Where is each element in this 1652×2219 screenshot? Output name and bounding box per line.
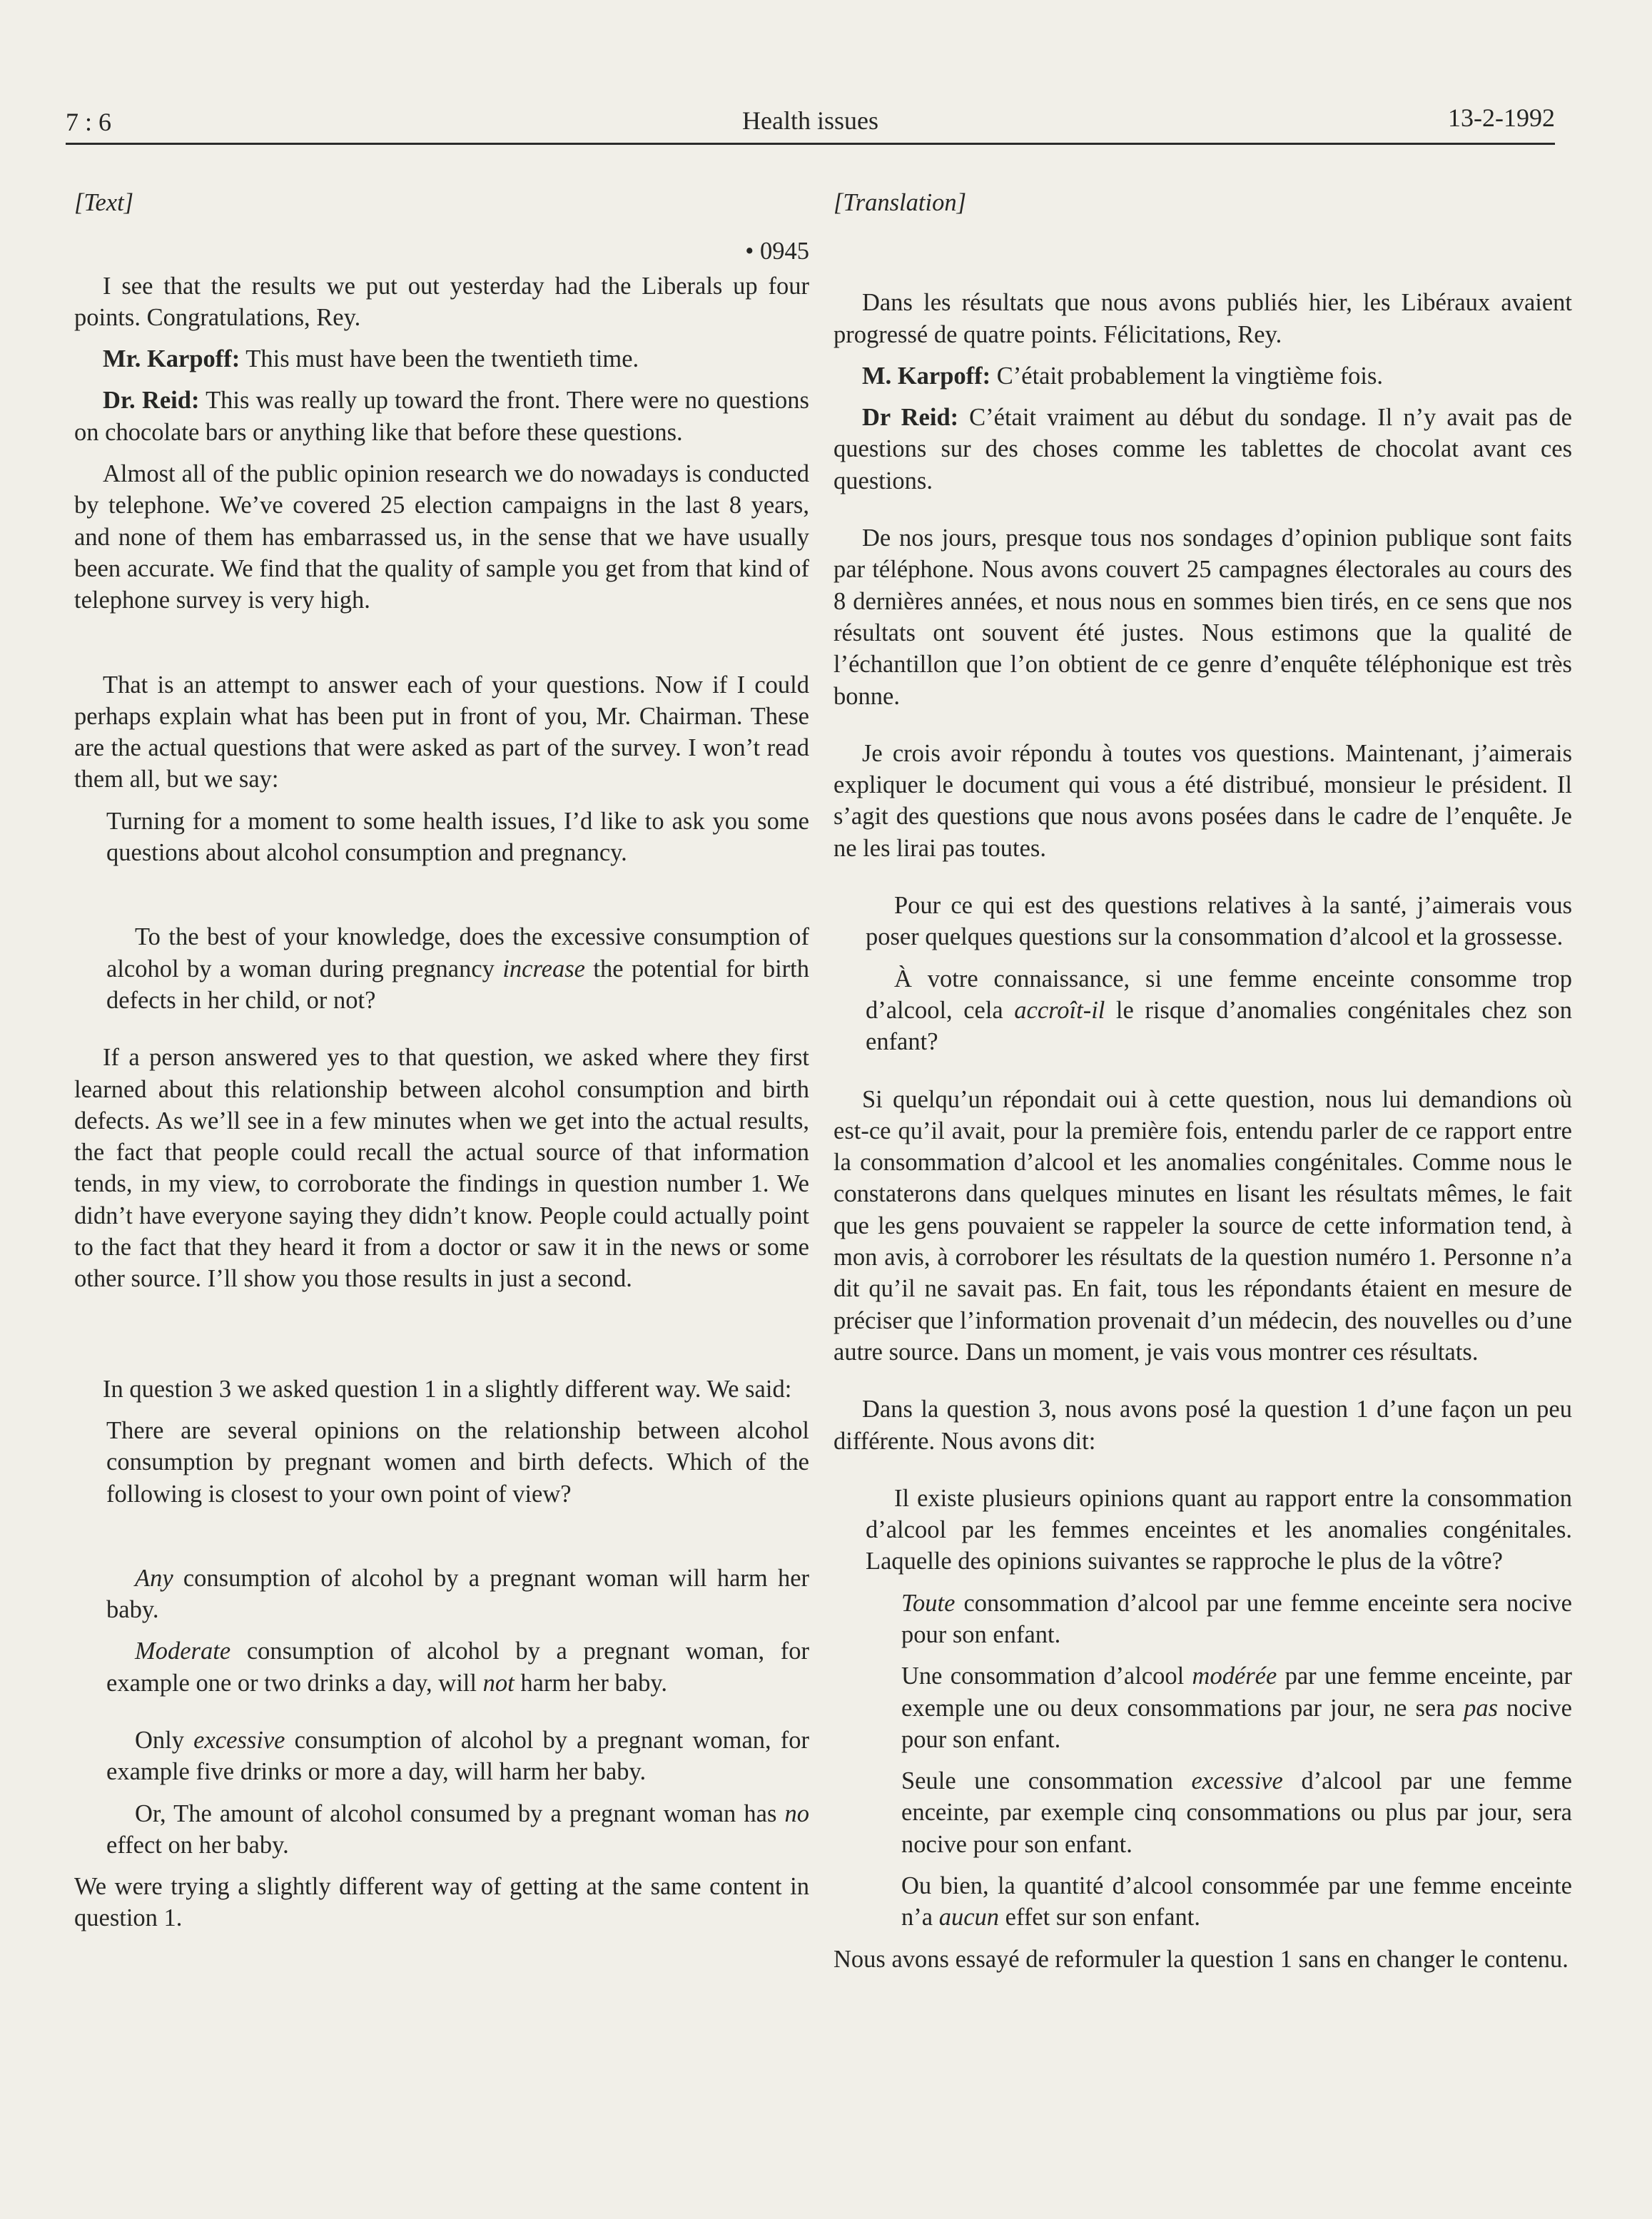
speaker-name: Mr. Karpoff:	[103, 345, 240, 373]
paragraph: Dr. Reid: This was really up toward the front. There were no questions on chocolate bars or anything like that before these questions.	[74, 387, 809, 446]
speaker-name: Dr. Reid:	[103, 387, 200, 415]
paragraph: Dr Reid: C’était vraiment au début du sondage. Il n’y avait pas de questions sur des choses comme les tablettes de chocolat avant ces questions.	[833, 404, 1572, 494]
paragraph: I see that the results we put out yesterday had the Liberals up four points. Congratulations, Rey.	[74, 272, 809, 331]
page-header	[66, 100, 1555, 145]
french-column	[833, 187, 1572, 1975]
survey-option: Moderate consumption of alcohol by a pregnant woman, for example one or two drinks a day, will not harm her baby.	[106, 1637, 809, 1697]
date: 13-2-1992	[1448, 103, 1555, 132]
paragraph: If a person answered yes to that question, we asked where they first learned about this relationship between alcohol consumption and birth defects. As we’ll see in a few minutes when we get into the actual results, the fact that people could recall the actual source of that information tends, in my view, to corroborate the findings in question number 1. We didn’t have everyone saying they didn’t know. People could actually point to the fact that they heard it from a doctor or saw it in the news or some other source. I’ll show you those results in just a second.	[74, 1044, 809, 1293]
paragraph: We were trying a slightly different way of getting at the same content in question 1.	[74, 1873, 809, 1932]
paragraph: Mr. Karpoff: This must have been the twentieth time.	[103, 345, 639, 373]
paragraph: De nos jours, presque tous nos sondages d’opinion publique sont faits par téléphone. Nous avons couvert 25 campagnes électorales au cours des 8 dernières années, et nous nous en sommes bien tirés, en ce sens que nos résultats ont souvent été justes. Nous estimons que la qualité de l’échantillon que l’on obtient de ce genre d’enquête téléphonique est très bonne.	[833, 524, 1572, 710]
survey-option: Any consumption of alcohol by a pregnant woman will harm her baby.	[106, 1564, 809, 1624]
speaker-name: Dr Reid:	[862, 404, 959, 432]
survey-option: Ou bien, la quantité d’alcool consommée par une femme enceinte n’a aucun effet sur son enfant.	[901, 1872, 1572, 1931]
paragraph: In question 3 we asked question 1 in a slightly different way. We said:	[103, 1375, 792, 1403]
survey-question: Il existe plusieurs opinions quant au rapport entre la consommation d’alcool par les femmes enceintes et les anomalies congénitales. Laquelle des opinions suivantes se rapproche le plus de la vôtre?	[866, 1484, 1572, 1575]
paragraph: M. Karpoff: C’était probablement la vingtième fois.	[862, 362, 1384, 390]
survey-question: There are several opinions on the relationship between alcohol consumption by pregnant women and birth defects. Which of the following is closest to your own point of view?	[106, 1416, 809, 1508]
paragraph: That is an attempt to answer each of your questions. Now if I could perhaps explain what has been put in front of you, Mr. Chairman. These are the actual questions that were asked as part of the survey. I won’t read them all, but we say:	[74, 671, 809, 793]
survey-question: À votre connaissance, si une femme enceinte consomme trop d’alcool, cela accroît-il le risque d’anomalies congénitales chez son enfant?	[866, 965, 1572, 1056]
survey-option: Only excessive consumption of alcohol by a pregnant woman, for example five drinks or more a day, will harm her baby.	[106, 1726, 809, 1786]
paragraph: Nous avons essayé de reformuler la question 1 sans en changer le contenu.	[833, 1945, 1569, 1973]
speaker-name: M. Karpoff:	[862, 362, 991, 390]
survey-quote: Pour ce qui est des questions relatives à la santé, j’aimerais vous poser quelques questions sur la consommation d’alcool et la grossesse.	[866, 892, 1572, 951]
translation-tag: [Translation]	[833, 189, 966, 216]
survey-quote: Turning for a moment to some health issues, I’d like to ask you some questions about alcohol consumption and pregnancy.	[106, 807, 809, 867]
running-title: Health issues	[742, 106, 878, 135]
survey-option: Seule une consommation excessive d’alcool par une femme enceinte, par exemple cinq consommations ou plus par jour, sera nocive pour son enfant.	[901, 1767, 1572, 1858]
timestamp: • 0945	[745, 238, 809, 265]
survey-option: Or, The amount of alcohol consumed by a pregnant woman has no effect on her baby.	[106, 1799, 809, 1859]
survey-option: Une consommation d’alcool modérée par une femme enceinte, par exemple une ou deux consommations par jour, ne sera pas nocive pour son enfant.	[901, 1662, 1573, 1753]
page-number: 7 : 6	[66, 108, 112, 136]
paragraph: Si quelqu’un répondait oui à cette question, nous lui demandions où est-ce qu’il avait, pour la première fois, entendu parler de ce rapport entre la consommation d’alcool et les anomalies congénitales. Comme nous le constaterons dans quelques minutes en lisant les résultats mêmes, le fait que les gens pouvaient se rappeler la source de cette information tend, à mon avis, à corroborer les résultats de la question numéro 1. Personne n’a dit qu’il ne savait pas. En fait, tous les répondants étaient en mesure de préciser que l’information provenait d’un médecin, des nouvelles ou d’une autre source. Dans un moment, je vais vous montrer ces résultats.	[833, 1085, 1572, 1366]
survey-question: To the best of your knowledge, does the excessive consumption of alcohol by a woman during pregnancy increase the potential for birth defects in her child, or not?	[106, 923, 809, 1014]
english-column	[74, 187, 809, 1934]
paragraph: Dans la question 3, nous avons posé la question 1 d’une façon un peu différente. Nous avons dit:	[833, 1396, 1572, 1455]
survey-option: Toute consommation d’alcool par une femme enceinte sera nocive pour son enfant.	[901, 1589, 1572, 1648]
text-tag: [Text]	[74, 189, 134, 216]
paragraph: Almost all of the public opinion research we do nowadays is conducted by telephone. We’ve covered 25 election campaigns in the last 8 years, and none of them has embarrassed us, in the sense that we have usually been accurate. We find that the quality of sample you get from that kind of telephone survey is very high.	[74, 460, 809, 614]
paragraph: Je crois avoir répondu à toutes vos questions. Maintenant, j’aimerais expliquer le document qui vous a été distribué, monsieur le président. Il s’agit des questions que nous avons posées dans le cadre de l’enquête. Je ne les lirai pas toutes.	[833, 739, 1572, 862]
paragraph: Dans les résultats que nous avons publiés hier, les Libéraux avaient progressé de quatre points. Félicitations, Rey.	[833, 289, 1572, 348]
